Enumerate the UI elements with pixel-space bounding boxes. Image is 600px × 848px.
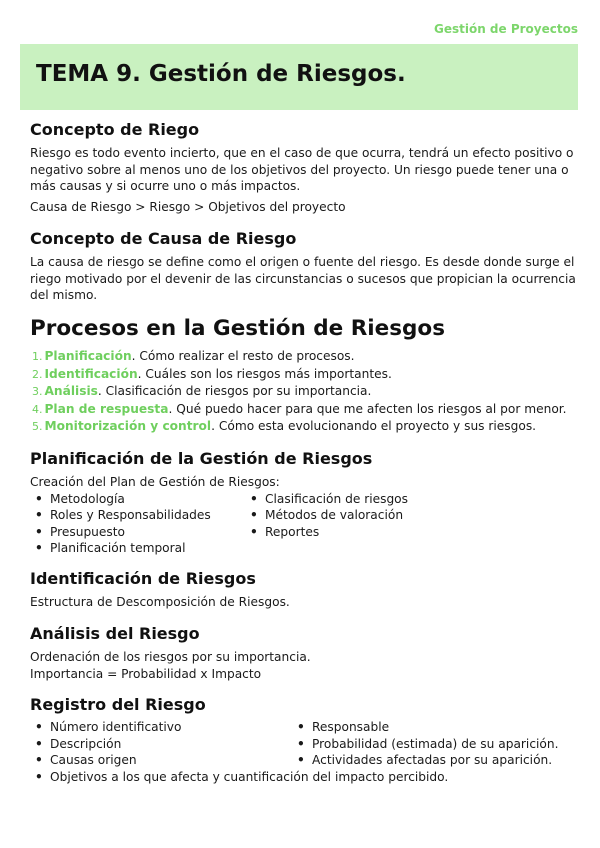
list-item: • Responsable	[292, 719, 558, 736]
process-list	[30, 348, 580, 436]
list-item: • Presupuesto	[30, 524, 211, 541]
list-item: • Reportes	[245, 524, 408, 541]
section-concepto-causa	[30, 229, 580, 304]
section-heading: Análisis del Riesgo	[30, 624, 200, 643]
registro-bullets	[30, 719, 580, 769]
section-heading: Registro del Riesgo	[30, 695, 206, 714]
bullet-list-right	[292, 719, 558, 769]
bullet-list-left	[30, 491, 211, 557]
section-identificacion	[30, 569, 580, 611]
formula: Importancia = Probabilidad x Impacto	[30, 666, 262, 681]
title-band	[20, 44, 578, 110]
section-heading: Concepto de Riego	[30, 120, 200, 139]
list-item: • Número identificativo	[30, 719, 181, 736]
list-item: • Causas origen	[30, 752, 181, 769]
course-label: Gestión de Proyectos	[433, 22, 578, 36]
section-heading: Planificación de la Gestión de Riesgos	[30, 449, 373, 468]
list-item: 3. Análisis. Clasificación de riesgos por su importancia.	[32, 384, 372, 398]
plan-bullets	[30, 491, 580, 561]
list-item: • Roles y Responsabilidades	[30, 507, 211, 524]
paragraph: Ordenación de los riesgos por su importancia.	[30, 650, 311, 664]
section-registro	[30, 695, 580, 786]
paragraph: La causa de riesgo se define como el origen o fuente del riesgo. Es desde donde surge el riego motivado por el devenir de las circunstancias o sucesos que propician la ocurrencia del mismo.	[30, 255, 576, 302]
list-item: 2. Identificación. Cuáles son los riesgos más importantes.	[32, 366, 392, 381]
list-item: • Clasificación de riesgos	[245, 491, 408, 508]
risk-chain: Causa de Riesgo > Riesgo > Objetivos del proyecto	[30, 199, 346, 214]
list-item: • Métodos de valoración	[245, 507, 408, 524]
section-planificacion	[30, 449, 580, 561]
list-item: 5. Monitorización y control. Cómo esta evolucionando el proyecto y sus riesgos.	[32, 419, 537, 433]
paragraph: Estructura de Descomposición de Riesgos.	[30, 595, 290, 609]
page-title: TEMA 9. Gestión de Riesgos.	[36, 61, 406, 87]
list-item: 4. Plan de respuesta. Qué puedo hacer para que me afecten los riesgos al por menor.	[32, 401, 567, 416]
bullet-list-full	[30, 769, 580, 786]
section-heading: Procesos en la Gestión de Riesgos	[30, 316, 445, 341]
list-item: • Descripción	[30, 736, 181, 753]
section-heading: Concepto de Causa de Riesgo	[30, 229, 297, 248]
paragraph: Creación del Plan de Gestión de Riesgos:	[30, 475, 280, 489]
bullet-list-right	[245, 491, 408, 541]
section-procesos	[30, 316, 580, 436]
bullet-list-left	[30, 719, 181, 769]
section-heading: Identificación de Riesgos	[30, 569, 256, 588]
list-item: • Planificación temporal	[30, 540, 211, 557]
list-item: • Objetivos a los que afecta y cuantificación del impacto percibido.	[30, 769, 580, 786]
list-item: • Actividades afectadas por su aparición.	[292, 752, 558, 769]
list-item: 1. Planificación. Cómo realizar el resto de procesos.	[32, 349, 355, 363]
section-analisis	[30, 624, 580, 682]
paragraph: Riesgo es todo evento incierto, que en el caso de que ocurra, tendrá un efecto positivo o negativo sobre al menos uno de los objetivos del proyecto. Un riesgo puede tener una o más causas y si ocurre uno o más impactos.	[30, 146, 574, 193]
list-item: • Probabilidad (estimada) de su aparición.	[292, 736, 558, 753]
section-concepto-riego	[30, 120, 580, 215]
list-item: • Metodología	[30, 491, 211, 508]
